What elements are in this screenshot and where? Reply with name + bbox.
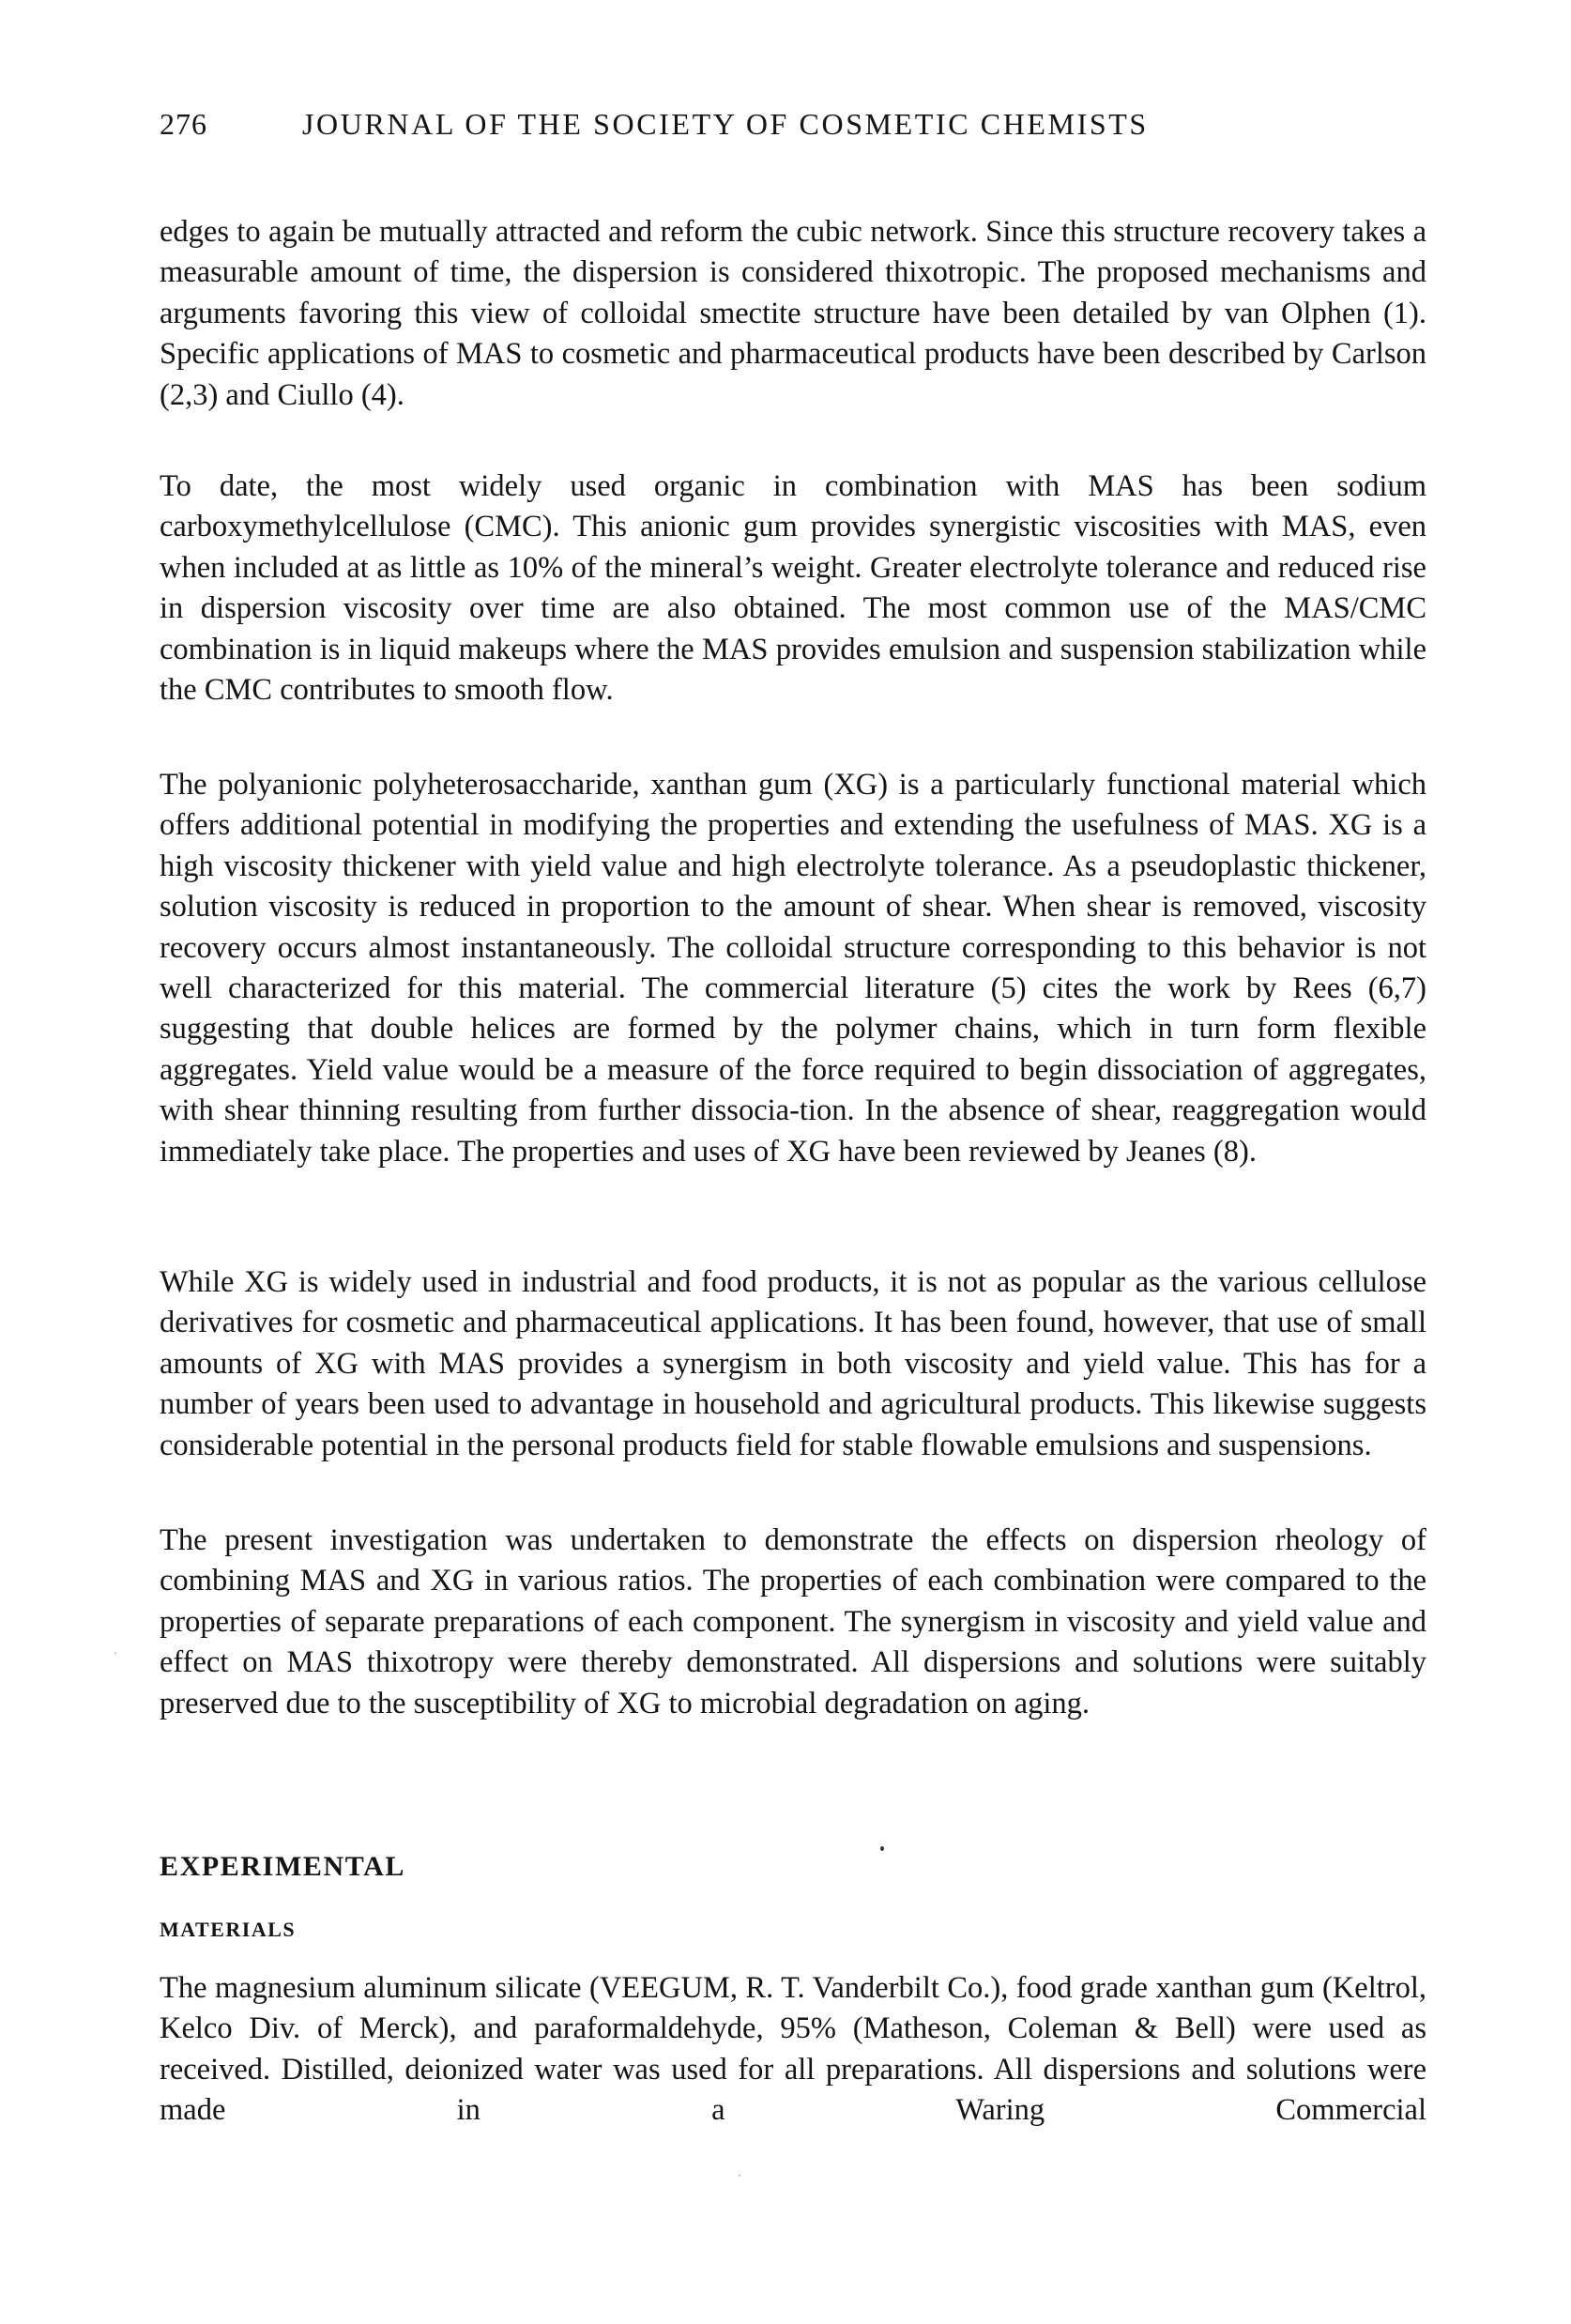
body-paragraph-4: While XG is widely used in industrial and food products, it is not as popular as the various cellulose derivatives for cosmetic and pharmaceutical applications. It has been found, however, that use of small amounts of XG with MAS provides a synergism in both viscosity and yield value. This has for a number of years been used to advantage in household and agricultural products. This likewise suggests considerable potential in the personal products field for stable flowable emulsions and suspensions. [160, 1265, 1426, 1462]
materials-paragraph: The magnesium aluminum silicate (VEEGUM, R. T. Vanderbilt Co.), food grade xanthan gum (Keltrol, Kelco Div. of Merck), and paraformaldehyde, 95% (Matheson, Coleman & Bell) were used as received. Distilled, deionized water was used for all preparations. All dispersions and solutions were made in a Waring Commercial [160, 1971, 1426, 2128]
scan-artifact-mark [739, 2174, 740, 2177]
subsection-heading-materials: MATERIALS [160, 1918, 297, 1941]
scan-artifact-mark [114, 1652, 116, 1655]
body-paragraph-5: The present investigation was undertaken to demonstrate the effects on dispersion rheology of combining MAS and XG in various ratios. The properties of each combination were compared to the properties of separate preparations of each component. The synergism in viscosity and yield value and effect on MAS thixotropy were thereby demonstrated. All dispersions and solutions were suitably preserved due to the susceptibility of XG to microbial degradation on aging. [160, 1523, 1426, 1720]
body-paragraph-2: To date, the most widely used organic in combination with MAS has been sodium carboxymethylcellulose (CMC). This anionic gum provides synergistic viscosities with MAS, even when included at as little as 10% of the mineral’s weight. Greater electrolyte tolerance and reduced rise in dispersion viscosity over time are also obtained. The most common use of the MAS/CMC combination is in liquid makeups where the MAS provides emulsion and suspension stabilization while the CMC contributes to smooth flow. [160, 469, 1426, 708]
scan-artifact-dot [880, 1846, 884, 1851]
body-paragraph-1: edges to again be mutually attracted and reform the cubic network. Since this structure recovery takes a measurable amount of time, the dispersion is considered thixotropic. The proposed mechanisms and arguments favoring this view of colloidal smectite structure have been detailed by van Olphen (1). Specific applications of MAS to cosmetic and pharmaceutical products have been described by Carlson (2,3) and Ciullo (4). [160, 215, 1426, 412]
journal-title: JOURNAL OF THE SOCIETY OF COSMETIC CHEMISTS [302, 107, 1149, 141]
section-heading-experimental: EXPERIMENTAL [160, 1851, 405, 1882]
page-number: 276 [160, 107, 207, 141]
body-paragraph-3: The polyanionic polyheterosaccharide, xanthan gum (XG) is a particularly functional material which offers additional potential in modifying the properties and extending the usefulness of MAS. XG is a high viscosity thickener with yield value and high electrolyte tolerance. As a pseudoplastic thickener, solution viscosity is reduced in proportion to the amount of shear. When shear is removed, viscosity recovery occurs almost instantaneously. The colloidal structure corresponding to this behavior is not well characterized for this material. The commercial literature (5) cites the work by Rees (6,7) suggesting that double helices are formed by the polymer chains, which in turn form flexible aggregates. Yield value would be a measure of the force required to begin dissociation of aggregates, with shear thinning resulting from further dissocia-tion. In the absence of shear, reaggregation would immediately take place. The properties and uses of XG have been reviewed by Jeanes (8). [160, 768, 1426, 1169]
running-header [160, 107, 1436, 148]
